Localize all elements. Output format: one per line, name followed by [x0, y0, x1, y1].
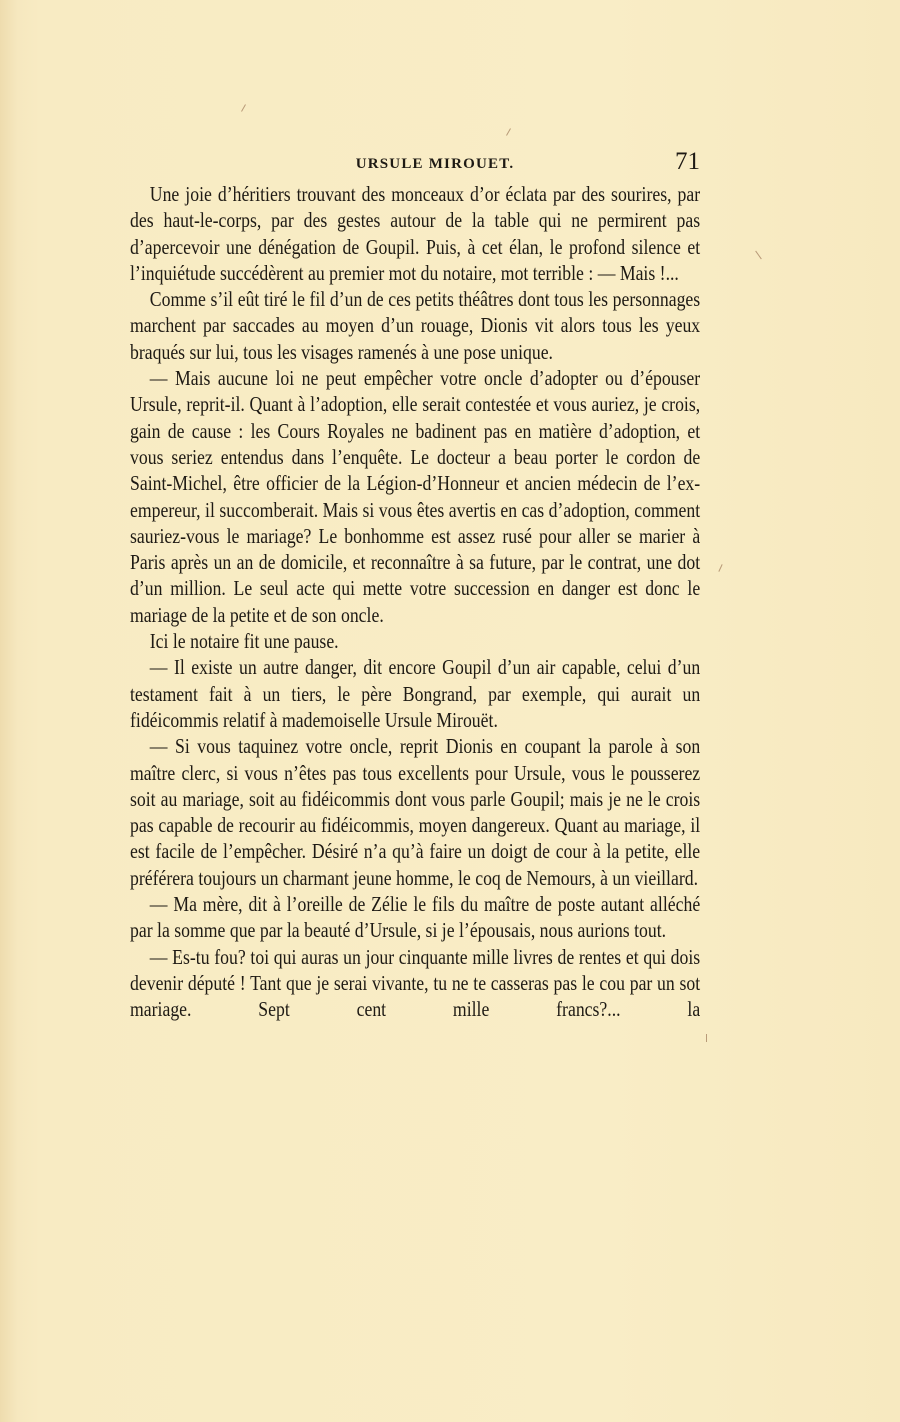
- paper-speck: [755, 251, 762, 260]
- running-title: URSULE MIROUET.: [355, 156, 515, 172]
- paragraph: — Es-tu fou? toi qui auras un jour cinquante mille livres de rentes et qui dois devenir député ! Tant que je serai vivante, tu ne te casseras pas le cou par un sot mariage. Sept cent mille francs?... la: [130, 946, 701, 1022]
- paper-speck: [706, 1034, 707, 1042]
- paragraph: — Ma mère, dit à l’oreille de Zélie le fils du maître de poste autant alléché par la somme que par la beauté d’Ursule, si je l’épousais, nous aurions tout.: [130, 894, 701, 943]
- paragraph: Une joie d’héritiers trouvant des monceaux d’or éclata par des sourires, par des haut-le-corps, par des gestes autour de la table qui ne permirent pas d’apercevoir une dénégation de Goupil. Puis, à cet élan, le profond silence et l’inquiétude succédèrent au premier mot du notaire, mot terrible : — Mais !...: [130, 184, 701, 285]
- paragraph: — Mais aucune loi ne peut empêcher votre oncle d’adopter ou d’épouser Ursule, reprit-il. Quant à l’adoption, elle serait contestée et vous auriez, je crois, gain de cause : les Cours Royales ne badinent pas en matière d’adoption, et vous seriez entendus dans l’enquête. Le docteur a beau porter le cordon de Saint-Michel, être officier de la Légion-d’Honneur et ancien médecin de l’ex-empereur, il succomberait. Mais si vous êtes avertis en cas d’adoption, comment sauriez-vous le mariage? Le bonhomme est assez rusé pour aller se marier à Paris après un an de domicile, et reconnaître à sa future, par le contrat, une dot d’un million. Le seul acte qui mette votre succession en danger est donc le mariage de la petite et de son oncle.: [130, 368, 701, 627]
- paragraph: Comme s’il eût tiré le fil d’un de ces petits théâtres dont tous les personnages marchent par saccades au moyen d’un rouage, Dionis vit alors tous les yeux braqués sur lui, tous les visages ramenés à une pose unique.: [130, 289, 701, 364]
- paper-speck: [506, 128, 511, 135]
- page-number: 71: [675, 148, 700, 175]
- body-text: [130, 182, 700, 1024]
- paragraph: Ici le notaire fit une pause.: [149, 631, 339, 654]
- running-head: [130, 148, 700, 178]
- paper-speck: [241, 104, 246, 111]
- paragraph: — Si vous taquinez votre oncle, reprit Dionis en coupant la parole à son maître clerc, si vous n’êtes pas tous excellents pour Ursule, vous le pousserez soit au mariage, soit au fidéicommis dont vous parle Goupil; mais je ne le crois pas capable de recourir au fidéicommis, moyen dangereux. Quant au mariage, il est facile de l’empêcher. Désiré n’a qu’à faire un doigt de cour à la petite, elle préférera toujours un charmant jeune homme, le coq de Nemours, à un vieillard.: [130, 736, 701, 890]
- paper-speck: [718, 564, 722, 572]
- paragraph: — Il existe un autre danger, dit encore Goupil d’un air capable, celui d’un testament fait à un tiers, le père Bongrand, par exemple, qui aurait un fidéicommis relatif à mademoiselle Ursule Mirouët.: [130, 657, 701, 732]
